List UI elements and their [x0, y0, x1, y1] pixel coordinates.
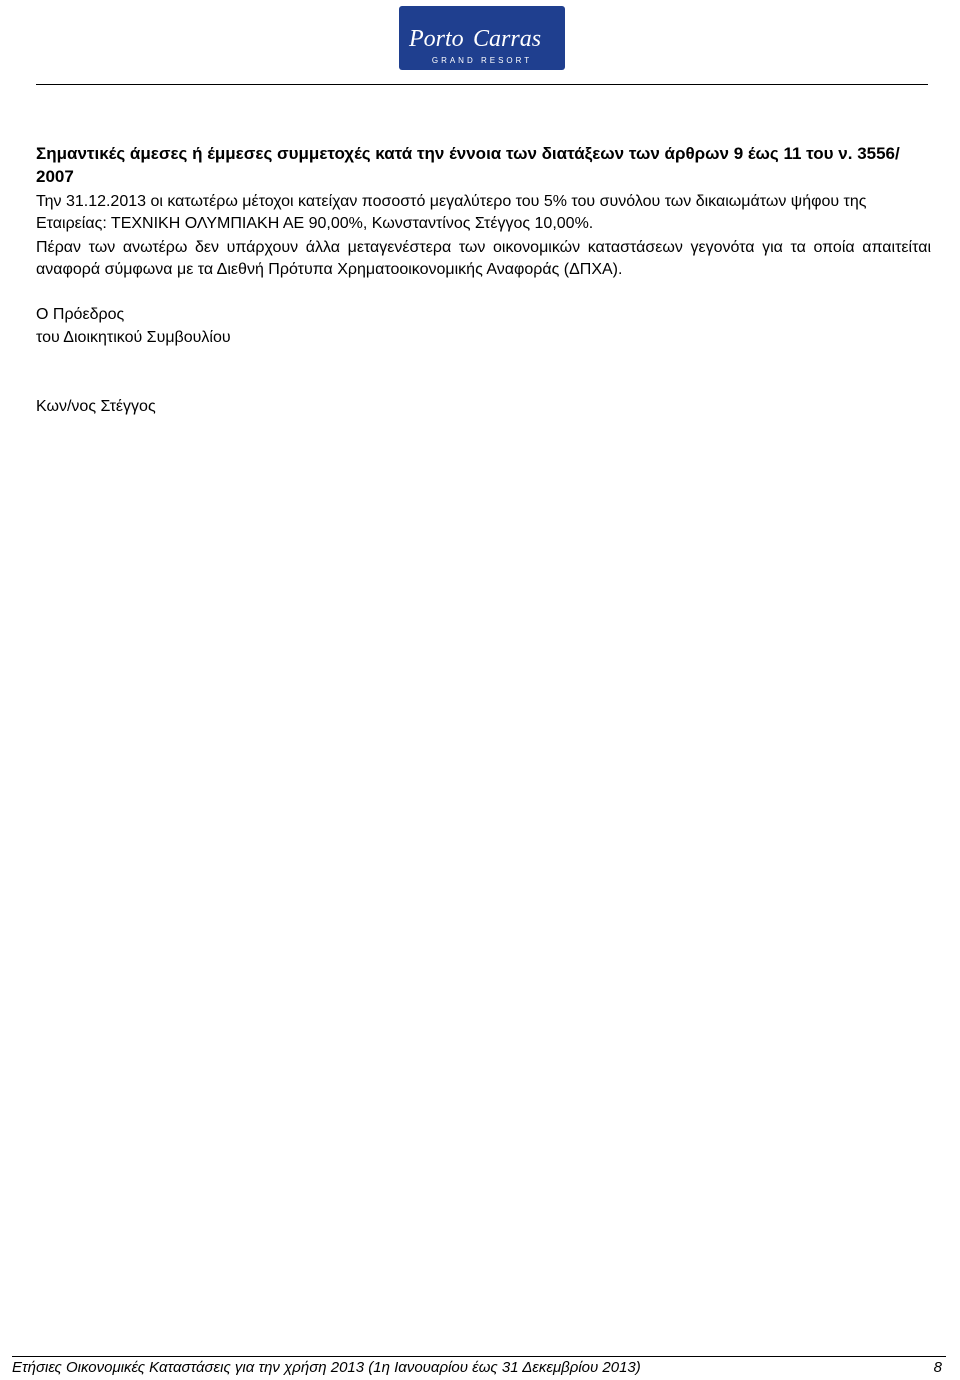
- subsequent-events-paragraph: Πέραν των ανωτέρω δεν υπάρχουν άλλα μεταγενέστερα των οικονομικών καταστάσεων γεγονότα για τα οποία απαιτείται αναφορά σύμφωνα με τα Διεθνή Πρότυπα Χρηματοοικονομικής Αναφοράς (ΔΠΧΑ).: [36, 239, 931, 278]
- footer-divider: [12, 1356, 946, 1357]
- page-footer: [12, 1358, 946, 1378]
- logo-subtitle: GRAND RESORT: [431, 56, 533, 65]
- logo-word-porto: Porto: [409, 26, 464, 52]
- logo-graphic: [399, 6, 565, 70]
- section-heading: Σημαντικές άμεσες ή έμμεσες συμμετοχές κατά την έννοια των διατάξεων των άρθρων 9 έως 11 του ν. 3556/ 2007: [36, 144, 900, 186]
- header-divider: [36, 84, 928, 85]
- signatory-title-line1: Ο Πρόεδρος: [36, 306, 125, 323]
- signatory-name: Κων/νος Στέγγος: [36, 398, 156, 415]
- signatory-title-line2: του Διοικητικού Συμβουλίου: [36, 329, 231, 346]
- shareholders-paragraph: Την 31.12.2013 οι κατωτέρω μέτοχοι κατείχαν ποσοστό μεγαλύτερο του 5% του συνόλου των δικαιωμάτων ψήφου της Εταιρείας: ΤΕΧΝΙΚΗ ΟΛΥΜΠΙΑΚΗ ΑΕ 90,00%, Κωνσταντίνος Στέγγος 10,00%.: [36, 193, 867, 232]
- footer-title: Ετήσιες Οικονομικές Καταστάσεις για την χρήση 2013 (1η Ιανουαρίου έως 31 Δεκεμβρίου 2013): [12, 1359, 641, 1376]
- page-number: 8: [933, 1359, 942, 1376]
- porto-carras-logo: [399, 6, 565, 70]
- logo-word-carras: Carras: [473, 26, 542, 52]
